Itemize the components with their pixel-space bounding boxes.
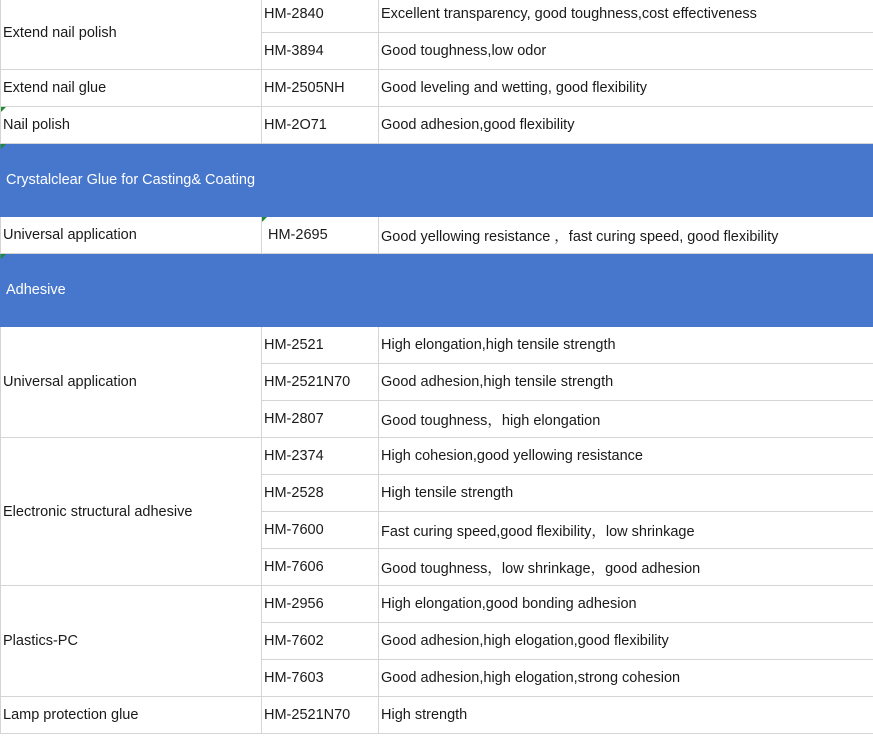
comment-marker-icon	[1, 254, 6, 259]
comment-marker-icon	[262, 217, 267, 222]
category-cell[interactable]: Lamp protection glue	[1, 697, 262, 734]
model-cell[interactable]: HM-2521N70	[262, 697, 379, 734]
feature-cell[interactable]: Good toughness,low odor	[379, 33, 873, 70]
category-cell[interactable]: Universal application	[1, 327, 262, 438]
feature-cell[interactable]: High tensile strength	[379, 475, 873, 512]
feature-cell[interactable]: Good adhesion,high elogation,good flexibility	[379, 623, 873, 660]
category-cell[interactable]: Plastics-PC	[1, 586, 262, 697]
table-row	[1, 70, 873, 107]
model-cell[interactable]: HM-2840	[262, 0, 379, 33]
table-row	[1, 438, 873, 475]
model-cell[interactable]: HM-7603	[262, 660, 379, 697]
model-cell[interactable]: HM-2956	[262, 586, 379, 623]
model-cell[interactable]: HM-2521N70	[262, 364, 379, 401]
feature-cell[interactable]: Good yellowing resistance ，fast curing speed, good flexibility	[379, 217, 873, 254]
table-row	[1, 0, 873, 33]
comment-marker-icon	[1, 107, 6, 112]
category-cell[interactable]: Universal application	[1, 217, 262, 254]
feature-cell[interactable]: Good adhesion,high elogation,strong cohesion	[379, 660, 873, 697]
section-header-adhesive[interactable]: Adhesive	[1, 254, 873, 327]
feature-cell[interactable]: Good toughness，high elongation	[379, 401, 873, 438]
model-cell[interactable]: HM-2521	[262, 327, 379, 364]
feature-cell[interactable]: Good adhesion,good flexibility	[379, 107, 873, 144]
table-row	[1, 107, 873, 144]
category-cell[interactable]: Extend nail polish	[1, 0, 262, 70]
feature-cell[interactable]: Good leveling and wetting, good flexibility	[379, 70, 873, 107]
model-cell[interactable]: HM-2528	[262, 475, 379, 512]
feature-cell[interactable]: High elongation,good bonding adhesion	[379, 586, 873, 623]
category-cell[interactable]: Nail polish	[1, 107, 262, 144]
feature-cell[interactable]: Excellent transparency, good toughness,cost effectiveness	[379, 0, 873, 33]
model-cell[interactable]: HM-7600	[262, 512, 379, 549]
feature-cell[interactable]: Good adhesion,high tensile strength	[379, 364, 873, 401]
table-row	[1, 697, 873, 734]
table-row	[1, 586, 873, 623]
table-row	[1, 217, 873, 254]
model-cell[interactable]: HM-7602	[262, 623, 379, 660]
feature-cell[interactable]: High strength	[379, 697, 873, 734]
feature-cell[interactable]: Fast curing speed,good flexibility，low shrinkage	[379, 512, 873, 549]
feature-cell[interactable]: High elongation,high tensile strength	[379, 327, 873, 364]
section-header-row	[1, 254, 873, 327]
feature-cell[interactable]: Good toughness，low shrinkage，good adhesion	[379, 549, 873, 586]
category-cell[interactable]: Electronic structural adhesive	[1, 438, 262, 586]
section-header-row	[1, 144, 873, 217]
model-cell[interactable]: HM-2807	[262, 401, 379, 438]
comment-marker-icon	[1, 144, 6, 149]
table-row	[1, 327, 873, 364]
category-cell[interactable]: Extend nail glue	[1, 70, 262, 107]
model-cell[interactable]: HM-2374	[262, 438, 379, 475]
section-header-crystal[interactable]: Crystalclear Glue for Casting& Coating	[1, 144, 873, 217]
model-cell[interactable]: HM-2O71	[262, 107, 379, 144]
model-cell[interactable]: HM-2695	[262, 217, 379, 254]
model-cell[interactable]: HM-7606	[262, 549, 379, 586]
feature-cell[interactable]: High cohesion,good yellowing resistance	[379, 438, 873, 475]
model-cell[interactable]: HM-3894	[262, 33, 379, 70]
model-cell[interactable]: HM-2505NH	[262, 70, 379, 107]
